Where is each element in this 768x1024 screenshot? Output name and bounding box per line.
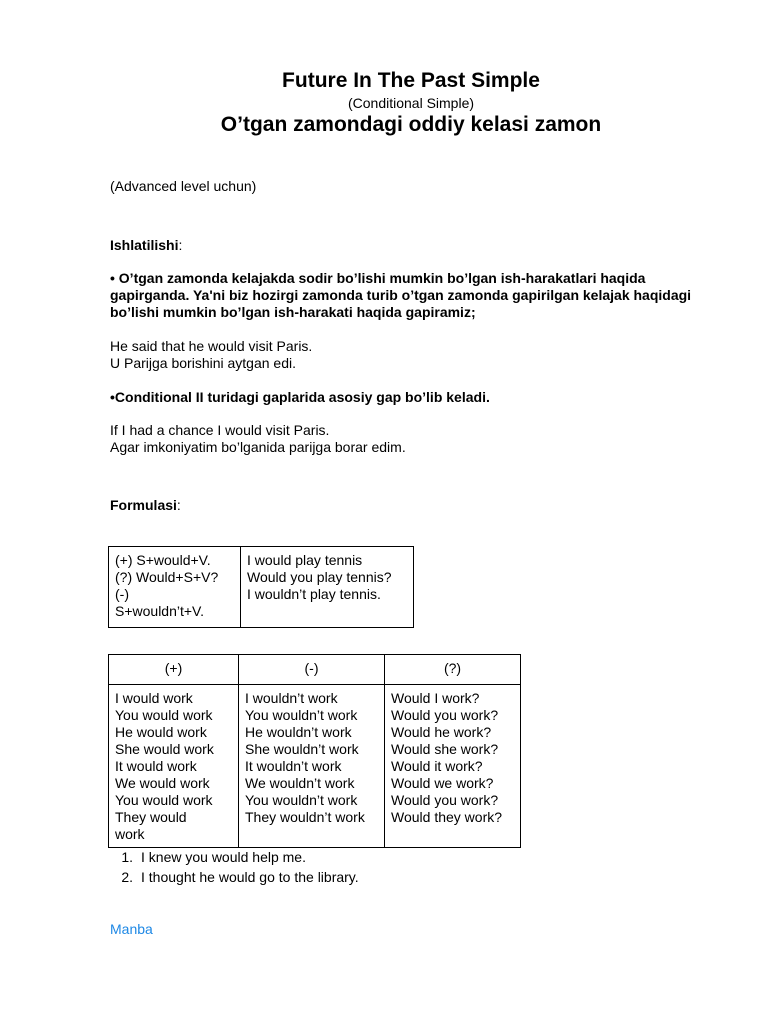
level-note: (Advanced level uchun) [110, 178, 257, 194]
question-form: Would I work? [391, 690, 480, 706]
positive-form: They would [115, 809, 187, 825]
formula-rule-question: (?) Would+S+V? [115, 569, 219, 585]
usage-bullet-2: •Conditional II turidagi gaplarida asosiy gap bo’lib keladi. [110, 389, 490, 405]
usage-heading [110, 237, 182, 254]
formula-heading [110, 497, 181, 514]
question-form: Would he work? [391, 724, 492, 740]
formula-rules-cell [109, 547, 241, 628]
example-1-uzbek: U Parijga borishini aytgan edi. [110, 355, 296, 371]
negative-form: She wouldn’t work [245, 741, 359, 757]
question-form: Would you work? [391, 707, 499, 723]
formula-rule-negative: S+wouldn’t+V. [115, 603, 204, 619]
example-2-uzbek: Agar imkoniyatim bo’lganida parijga borar edim. [110, 439, 406, 455]
example-2-english: If I had a chance I would visit Paris. [110, 422, 330, 438]
question-form: Would she work? [391, 741, 499, 757]
negative-form: They wouldn’t work [245, 809, 365, 825]
source-link[interactable]: Manba [110, 921, 153, 937]
positive-form: work [115, 826, 145, 842]
header-negative: (-) [239, 655, 385, 685]
conjugation-header-row [109, 655, 521, 685]
header-question: (?) [385, 655, 521, 685]
positive-form: I would work [115, 690, 193, 706]
question-form: Would you work? [391, 792, 499, 808]
question-form: Would they work? [391, 809, 503, 825]
negative-form: You wouldn’t work [245, 707, 358, 723]
page-subtitle: (Conditional Simple) [347, 95, 475, 111]
usage-bullet-1: • O’tgan zamonda kelajakda sodir bo’lishi mumkin bo’lgan ish-harakatlari haqida gapirganda. Ya'ni biz hozirgi zamonda turib o’tgan zamonda gapirilgan kelajak haqidagi bo’lishi mumkin bo’lgan ish-harakati haqida gapiramiz; [110, 270, 692, 320]
example-1-english: He said that he would visit Paris. [110, 338, 313, 354]
positive-form: You would work [115, 792, 213, 808]
formula-example-question: Would you play tennis? [247, 569, 392, 585]
conjugation-body-row [109, 685, 521, 848]
positive-form: She would work [115, 741, 214, 757]
uzbek-title: O’tgan zamondagi oddiy kelasi zamon [220, 113, 602, 136]
usage-heading-colon: : [178, 237, 183, 253]
formula-rule-negative-sign: (-) [115, 586, 129, 602]
list-item-number: 1. [121, 849, 133, 865]
formula-rule-positive: (+) S+would+V. [115, 552, 211, 568]
conjugation-table [108, 654, 521, 848]
negative-form: We wouldn’t work [245, 775, 355, 791]
question-form: Would we work? [391, 775, 494, 791]
negative-form: He wouldn’t work [245, 724, 352, 740]
formula-example-positive: I would play tennis [247, 552, 363, 568]
negative-form: I wouldn’t work [245, 690, 338, 706]
list-item-number: 2. [121, 869, 133, 885]
formula-example-negative: I wouldn’t play tennis. [247, 586, 381, 602]
formula-heading-colon: : [176, 497, 181, 513]
usage-heading-label: Ishlatilishi [110, 237, 179, 253]
positive-form: It would work [115, 758, 197, 774]
formula-row [109, 547, 414, 628]
question-form: Would it work? [391, 758, 483, 774]
list-item [110, 869, 359, 889]
positive-form: He would work [115, 724, 207, 740]
negative-form: You wouldn’t work [245, 792, 358, 808]
negative-form: It wouldn’t work [245, 758, 342, 774]
negative-forms-cell [239, 685, 385, 848]
examples-list [110, 849, 359, 889]
formula-examples-cell [241, 547, 414, 628]
page-title: Future In The Past Simple [282, 69, 540, 92]
formula-table [108, 546, 414, 628]
positive-forms-cell [109, 685, 239, 848]
question-forms-cell [385, 685, 521, 848]
positive-form: You would work [115, 707, 213, 723]
formula-heading-label: Formulasi [110, 497, 177, 513]
positive-form: We would work [115, 775, 210, 791]
list-item [110, 849, 359, 869]
list-item-text: I thought he would go to the library. [141, 869, 359, 885]
list-item-text: I knew you would help me. [141, 849, 306, 865]
header-positive: (+) [109, 655, 239, 685]
